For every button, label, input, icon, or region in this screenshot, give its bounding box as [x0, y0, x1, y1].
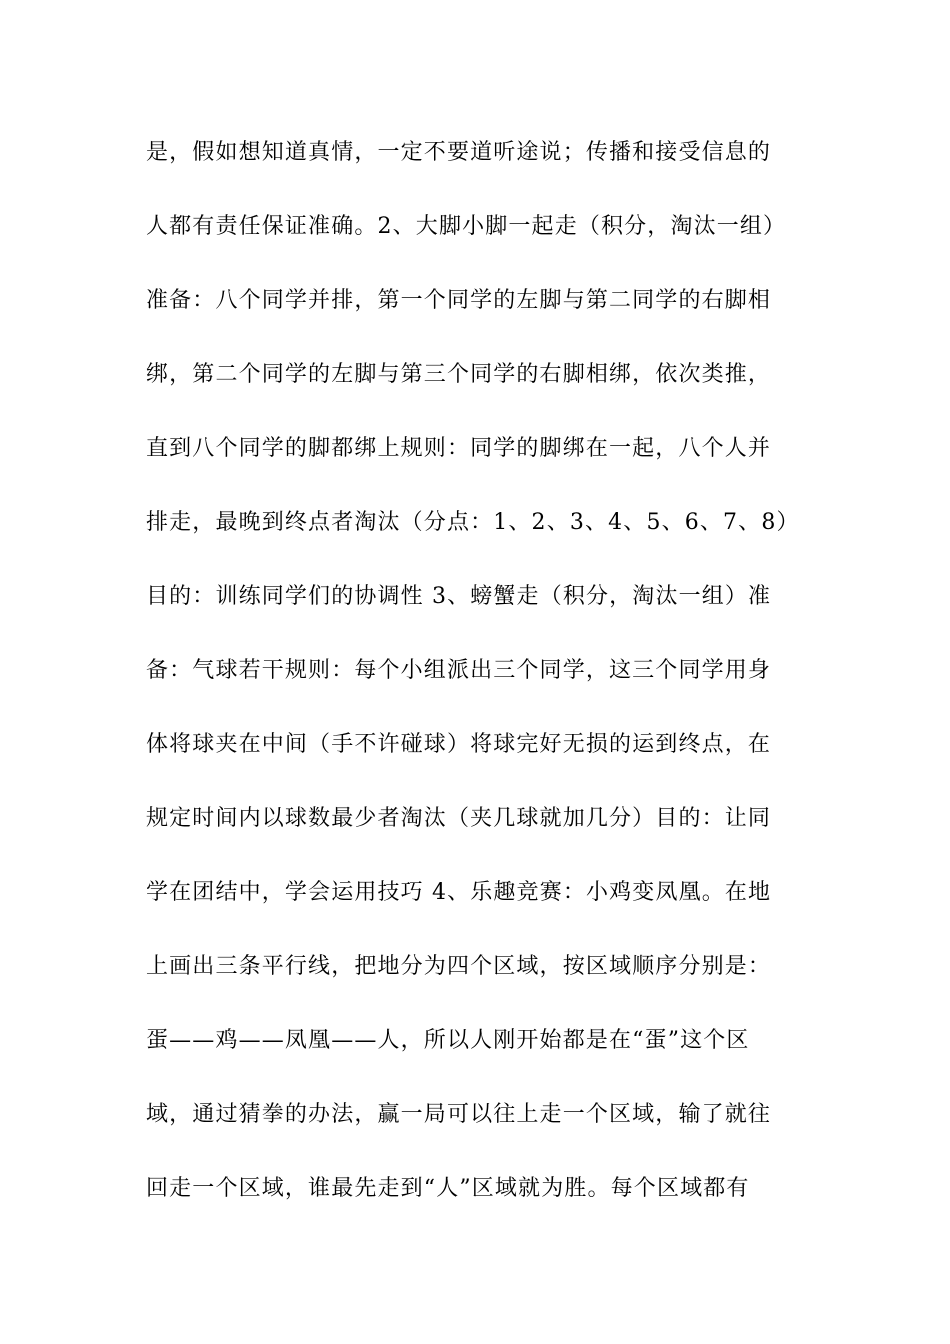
- text-line: 是，假如想知道真情，一定不要道听途说；传播和接受信息的: [146, 140, 772, 165]
- text-line: 目的：训练同学们的协调性 3、螃蟹走（积分，淘汰一组）准: [146, 584, 772, 609]
- text-line: 直到八个同学的脚都绑上规则：同学的脚绑在一起，八个人并: [146, 436, 772, 461]
- text-line: 域，通过猜拳的办法，赢一局可以往上走一个区域，输了就往: [146, 1102, 772, 1127]
- text-line: 绑，第二个同学的左脚与第三个同学的右脚相绑，依次类推，: [146, 362, 772, 387]
- text-line: 上画出三条平行线，把地分为四个区域，按区域顺序分别是：: [146, 954, 772, 979]
- text-line: 蛋——鸡——凤凰——人，所以人刚开始都是在“蛋”这个区: [146, 1028, 750, 1053]
- text-line: 回走一个区域，谁最先走到“人”区域就为胜。每个区域都有: [146, 1176, 750, 1201]
- text-line: 排走，最晚到终点者淘汰（分点：1、2、3、4、5、6、7、8）: [146, 510, 800, 535]
- text-line: 规定时间内以球数最少者淘汰（夹几球就加几分）目的：让同: [146, 806, 772, 831]
- text-line: 人都有责任保证准确。2、大脚小脚一起走（积分，淘汰一组）: [146, 214, 787, 239]
- text-body: [146, 130, 810, 1240]
- text-line: 体将球夹在中间（手不许碰球）将球完好无损的运到终点，在: [146, 732, 772, 757]
- text-line: 学在团结中，学会运用技巧 4、乐趣竞赛：小鸡变凤凰。在地: [146, 880, 772, 905]
- text-line: 准备：八个同学并排，第一个同学的左脚与第二同学的右脚相: [146, 288, 772, 313]
- text-line: 备：气球若干规则：每个小组派出三个同学，这三个同学用身: [146, 658, 772, 683]
